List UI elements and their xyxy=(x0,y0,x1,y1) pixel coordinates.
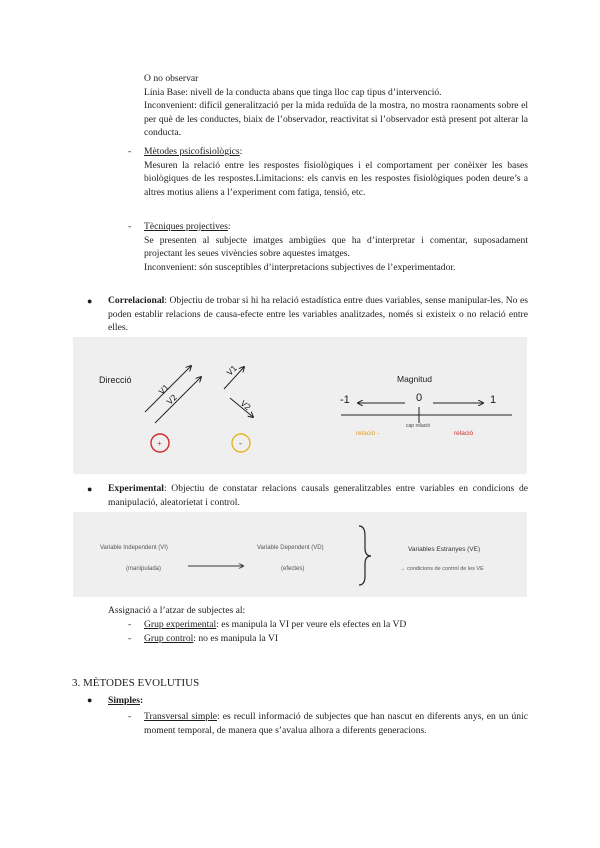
experimental-paragraph xyxy=(108,482,528,509)
correlacional-title: Correlacional xyxy=(108,295,165,306)
intro-inconvenient: Inconvenient: difícil generalització per la mida reduïda de la mostra, no mostra raonaments sobre el per què de les conductes, biaix de l’observador, reactivitat si l’observador està present pot alterar la conducta. xyxy=(144,100,528,139)
grup-experimental-label: Grup experimental xyxy=(144,619,217,630)
bullet-simples: ● xyxy=(87,695,93,705)
relacio-positive-label: relació xyxy=(454,430,474,437)
grup-control-text: : no es manipula la VI xyxy=(193,633,279,644)
simples-line xyxy=(108,694,143,708)
dash-grup-control: - xyxy=(128,633,132,644)
simples-label: Simples xyxy=(108,695,140,706)
v1-label-negative: V1 xyxy=(225,363,239,378)
bullet-experimental: ● xyxy=(87,484,93,494)
transversal-text: : es recull informació de subjectes que han nascut en diferents anys, en un únic moment temporal, de manera que s’avalua alhora a diferents generacions. xyxy=(144,711,528,736)
magnitude-one: 1 xyxy=(490,394,497,406)
projectives-inconvenient: Inconvenient: són susceptibles d’interpretacions subjectives de l’experimentador. xyxy=(144,261,456,273)
ve-label: Variables Estranyes (VE) xyxy=(408,546,481,553)
grup-experimental-line xyxy=(144,618,406,632)
v2-label-negative: V2 xyxy=(238,398,253,413)
experimental-title: Experimental xyxy=(108,483,164,494)
experimental-text: : Objectiu de constatar relacions causals generalitzables entre variables en condicions de manipulació, aleatorietat i control. xyxy=(108,483,528,508)
positive-sign: + xyxy=(157,439,162,448)
direccio-label: Direcció xyxy=(99,375,132,385)
grup-control-label: Grup control xyxy=(144,633,194,644)
correlacional-paragraph xyxy=(108,294,528,335)
correlation-diagram xyxy=(73,337,527,474)
psicofisiologics-block xyxy=(144,145,528,199)
correlation-figure xyxy=(73,337,527,474)
dash-projectives: - xyxy=(128,221,132,232)
psicofisiologics-title: Mètodes psicofisiològics xyxy=(144,146,240,157)
magnitud-label: Magnitud xyxy=(397,374,432,384)
no-relacio-label: cap relació xyxy=(406,423,431,429)
intro-line-2: Línia Base: nivell de la conducta abans que tinga lloc cap tipus d’intervenció. xyxy=(144,86,442,98)
ve-sub-label: → condicions de control de les VE xyxy=(400,566,484,572)
bullet-correlacional: ● xyxy=(87,296,93,306)
grup-experimental-text: : es manipula la VI per veure els efectes en la VD xyxy=(216,619,407,630)
projectives-block xyxy=(144,220,528,274)
psicofisiologics-text: Mesuren la relació entre les respostes fisiològiques i el comportament per conèixer les bases biològiques de les respostes.Limitacions: els canvis en les respostes fisiològiques poden deure’s a altres motius aliens a l’experiment com fatiga, tensió, etc. xyxy=(144,159,528,198)
dash-transversal: - xyxy=(128,711,132,722)
vi-label: Variable Independent (VI) xyxy=(100,545,168,551)
correlacional-text: : Objectiu de trobar si hi ha relació estadística entre dues variables, sense manipular-les. No es poden establir relacions de causa-efecte entre les variables analitzades, només si existeix o no relació entre elles. xyxy=(108,295,528,334)
intro-block xyxy=(144,72,528,140)
projectives-title: Tècniques projectives xyxy=(144,221,228,232)
simples-colon: : xyxy=(140,695,144,706)
magnitude-minus-one: -1 xyxy=(340,394,350,406)
vi-sub-label: (manipulada) xyxy=(126,566,162,572)
magnitude-zero: 0 xyxy=(416,392,423,404)
vd-sub-label: (efectes) xyxy=(281,566,305,572)
transversal-paragraph xyxy=(144,710,528,737)
projectives-colon: : xyxy=(227,221,231,232)
vd-label: Variable Dependent (VD) xyxy=(257,545,324,551)
dash-grup-experimental: - xyxy=(128,619,132,630)
section-3-heading: 3. MÈTODES EVOLUTIUS xyxy=(72,677,200,689)
negative-sign: - xyxy=(239,439,242,448)
v2-label-positive: V2 xyxy=(165,392,179,407)
dash-psicofisiologics: - xyxy=(128,146,132,157)
grup-control-line xyxy=(144,632,278,646)
variables-figure xyxy=(73,512,527,597)
assignacio-text: Assignació a l’atzar de subjectes al: xyxy=(108,605,246,616)
relacio-negative-label: relació - xyxy=(356,430,380,437)
psicofisiologics-colon: : xyxy=(239,146,243,157)
intro-line-1: O no observar xyxy=(144,73,199,84)
projectives-text: Se presenten al subjecte imatges ambigües que ha d’interpretar i comentar, suposadament projectant les seues vivències sobre aquestes imatges. xyxy=(144,234,528,260)
right-brace xyxy=(359,526,371,585)
v1-label-positive: V1 xyxy=(157,382,171,397)
transversal-label: Transversal simple xyxy=(144,711,218,722)
